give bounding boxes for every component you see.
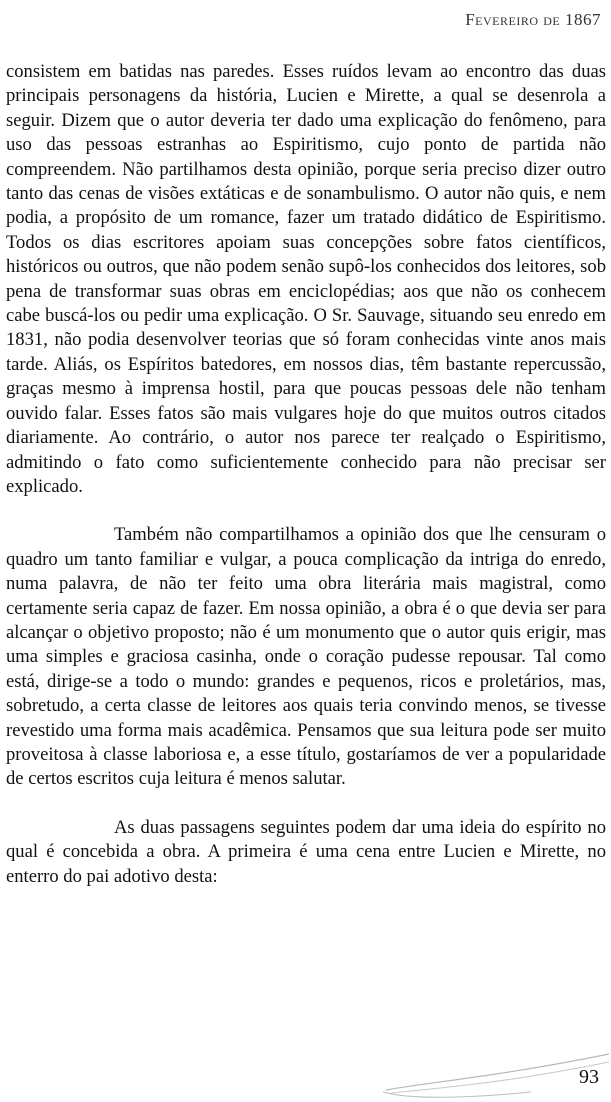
paragraph: Também não compartilhamos a opinião dos que lhe censuram o quadro um tanto familiar e vulgar, a pouca complicação da intriga do enredo, numa palavra, de não ter feito uma obra literária mais magistral, como certamente seria capaz de fazer. Em nossa opinião, a obra é o que devia ser para alcançar o objetivo proposto; não é um monumento que o autor quis erigir, mas uma simples e graciosa casinha, onde o coração pudesse repousar. Tal como está, dirige-se a todo o mundo: grandes e pequenos, ricos e proletários, mas, sobretudo, a certa classe de leitores aos quais teria convindo menos, se tivesse revestido uma forma mais acadêmica. Pensamos que sua leitura pode ser muito proveitosa à classe laboriosa e, a esse título, gostaríamos de ver a popularidade de certos escritos cuja leitura é menos salutar. [6, 524, 606, 790]
body-text [6, 60, 606, 889]
page-number: 93 [579, 1066, 599, 1088]
paragraph: As duas passagens seguintes podem dar uma ideia do espírito no qual é concebida a obra. A primeira é uma cena entre Lucien e Mirette, no enterro do pai adotivo desta: [6, 816, 606, 887]
footer-swoosh-ornament [381, 1052, 611, 1102]
paragraph: consistem em batidas nas paredes. Esses ruídos levam ao encontro das duas principais personagens da história, Lucien e Mirette, a qual se desenrola a seguir. Dizem que o autor deveria ter dado uma explicação do fenômeno, para uso das pessoas estranhas ao Espiritismo, cujo ponto de partida não compreendem. Não partilhamos desta opinião, porque seria preciso dizer outro tanto das cenas de visões extáticas e de sonambulismo. O autor não quis, e nem podia, a propósito de um romance, fazer um tratado didático de Espiritismo. Todos os dias escritores apoiam suas concepções sobre fatos científicos, históricos ou outros, que não podem senão supô-los conhecidos dos leitores, sob pena de transformar suas obras em enciclopédias; aos que não os conhecem cabe buscá-los ou pedir uma explicação. O Sr. Sauvage, situando seu enredo em 1831, não podia desenvolver teorias que só foram conhecidas vinte anos mais tarde. Aliás, os Espíritos batedores, em nossos dias, têm bastante repercussão, graças mesmo à imprensa hostil, para que poucas pessoas dele não tenham ouvido falar. Esses fatos são mais vulgares hoje do que muitos outros citados diariamente. Ao contrário, o autor nos parece ter realçado o Espiritismo, admitindo o fato como suficientemente conhecido para não precisar ser explicado. [6, 61, 606, 497]
running-head: Fevereiro de 1867 [465, 10, 601, 29]
